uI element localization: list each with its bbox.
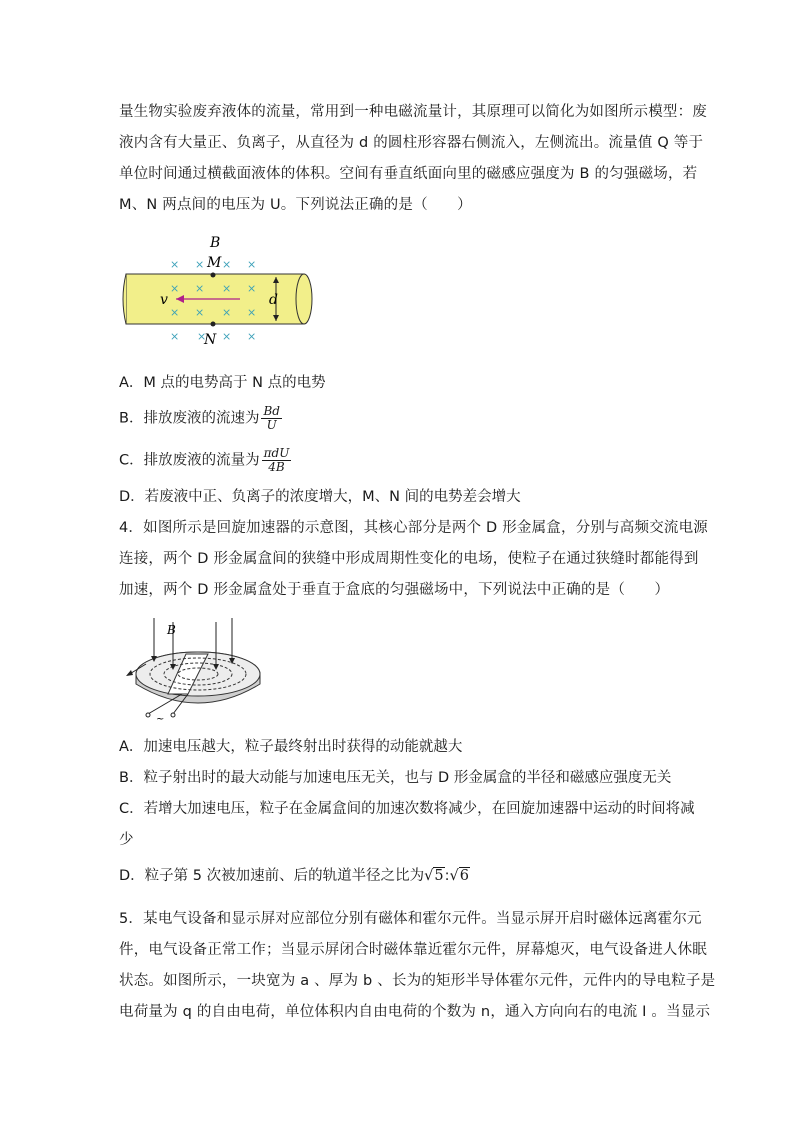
cyclotron-figure: [118, 612, 268, 724]
field-cross: ×: [170, 258, 180, 271]
diameter-label: d: [269, 292, 278, 308]
q4-option-c-cont: 少: [119, 832, 134, 848]
q3-option-c-text: C．排放废液的流量为: [119, 452, 260, 469]
q3-option-b-text: B．排放废液的流速为: [119, 410, 260, 427]
q4-line-3: 加速，两个 D 形金属盒处于垂直于盒底的匀强磁场中，下列说法中正确的是（ ）: [119, 582, 670, 598]
q5-line-3: 状态。如图所示，一块宽为 a 、厚为 b 、长为的矩形半导体霍尔元件，元件内的导电粒子是: [119, 973, 716, 989]
ratio-colon: :: [444, 868, 450, 884]
q3-option-a: A．M 点的电势高于 N 点的电势: [119, 375, 326, 391]
fraction-numerator: Bd: [263, 404, 280, 418]
flowmeter-figure: [118, 232, 318, 350]
field-label-b: B: [210, 235, 221, 251]
q4-line-1: 4．如图所示是回旋加速器的示意图，其核心部分是两个 D 形金属盒，分别与高频交流电源: [119, 520, 709, 536]
point-label-m: M: [207, 255, 222, 271]
q3-option-b-fraction: [261, 405, 282, 432]
velocity-label: v: [160, 292, 168, 308]
cyclotron-field-label: B: [167, 623, 176, 637]
field-cross: ×: [222, 258, 232, 271]
q4-option-b: B．粒子射出时的最大动能与加速电压无关，也与 D 形金属盒的半径和磁感应强度无关: [119, 770, 672, 786]
q3-option-c-fraction: [262, 447, 292, 474]
field-cross: ×: [170, 330, 180, 343]
point-n-dot: [211, 322, 216, 327]
q4-option-c: C．若增大加速电压，粒子在金属盒间的加速次数将减少，在回旋加速器中运动的时间将减: [119, 801, 695, 817]
field-cross: ×: [222, 282, 232, 295]
q4-option-d-text: D．粒子第 5 次被加速前、后的轨道半径之比为: [119, 868, 425, 884]
q4-option-a: A．加速电压越大，粒子最终射出时获得的动能就越大: [119, 739, 463, 755]
field-cross: ×: [247, 330, 257, 343]
sqrt-six: √6: [449, 868, 469, 884]
field-cross: ×: [170, 306, 180, 319]
q3-line-2: 液内含有大量正、负离子，从直径为 d 的圆柱形容器右侧流入，左侧流出。流量值 Q 等于: [119, 135, 704, 151]
fraction-numerator: πdU: [263, 446, 290, 460]
q3-option-d: D．若废液中正、负离子的浓度增大，M、N 间的电势差会增大: [119, 489, 521, 505]
sqrt-five: √5: [424, 868, 444, 884]
q3-option-b: [119, 405, 282, 432]
point-label-n: N: [204, 332, 217, 348]
field-cross: ×: [247, 306, 257, 319]
field-cross: ×: [222, 330, 232, 343]
field-cross: ×: [247, 282, 257, 295]
q3-line-1: 量生物实验废弃液体的流量，常用到一种电磁流量计，其原理可以简化为如图所示模型：废: [119, 104, 707, 120]
q5-line-1: 5．某电气设备和显示屏对应部位分别有磁体和霍尔元件。当显示屏开启时磁体远离霍尔元: [119, 911, 702, 927]
field-cross: ×: [195, 306, 205, 319]
q4-line-2: 连接，两个 D 形金属盒间的狭缝中形成周期性变化的电场，使粒子在通过狭缝时都能得到: [119, 551, 699, 567]
fraction-denominator: 4B: [268, 460, 285, 474]
point-m-dot: [211, 273, 216, 278]
q4-option-d: [119, 866, 470, 886]
q5-line-2: 件，电气设备正常工作；当显示屏闭合时磁体靠近霍尔元件，屏幕熄灭，电气设备进人休眠: [119, 942, 707, 958]
field-cross: ×: [195, 258, 205, 271]
field-cross: ×: [247, 258, 257, 271]
q3-option-c: [119, 447, 291, 474]
fraction-denominator: U: [266, 418, 277, 432]
field-cross: ×: [197, 330, 207, 343]
q3-line-3: 单位时间通过横截面液体的体积。空间有垂直纸面向里的磁感应强度为 B 的匀强磁场，若: [119, 166, 698, 182]
field-cross: ×: [170, 282, 180, 295]
field-cross: ×: [195, 282, 205, 295]
field-cross: ×: [222, 306, 232, 319]
q5-line-4: 电荷量为 q 的自由电荷，单位体积内自由电荷的个数为 n，通入方向向右的电流 I 。当显示: [119, 1004, 711, 1020]
q3-line-4: M、N 两点间的电压为 U。下列说法正确的是（ ）: [119, 197, 472, 213]
ac-source-label: ~: [156, 714, 165, 724]
